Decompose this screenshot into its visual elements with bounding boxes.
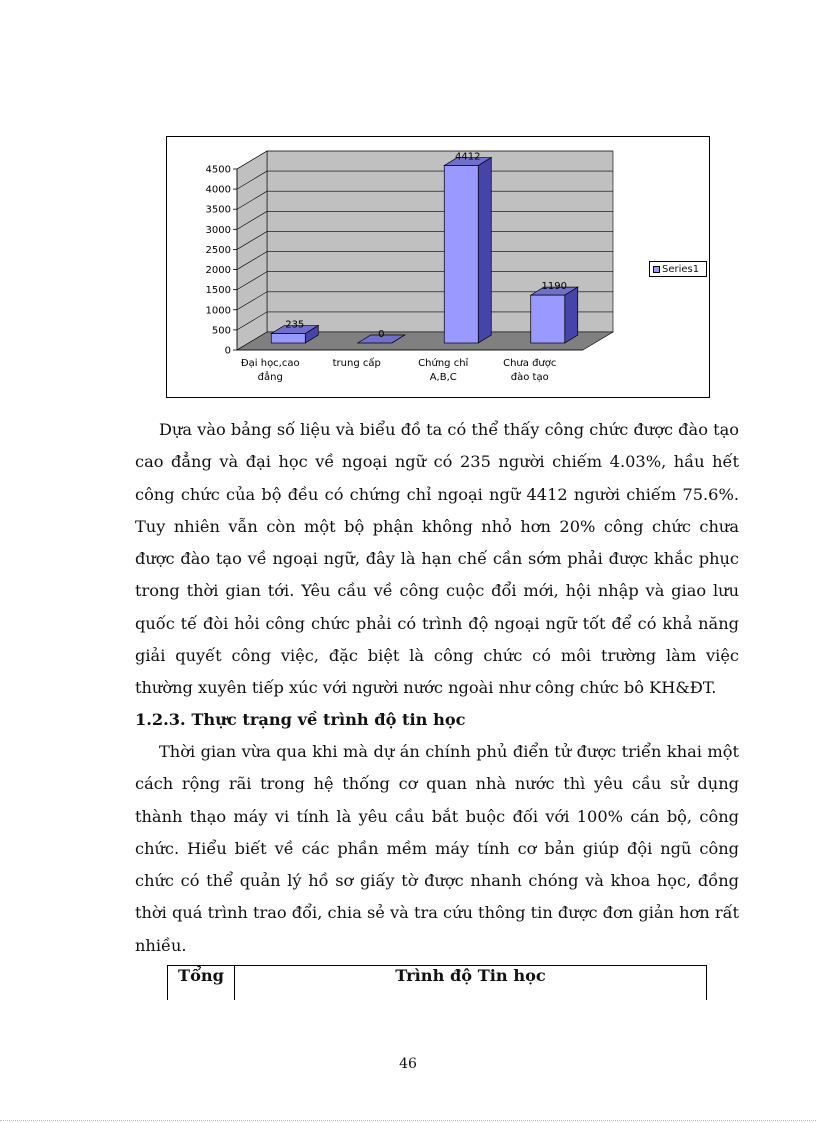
legend-swatch [653,266,660,273]
paragraph-it-skills: Thời gian vừa qua khi mà dự án chính phủ điển tử được triển khai một cách rộng rãi trong hệ thống cơ quan nhà nước thì yêu cầu sử dụng thành thạo máy vi tính là yêu cầu bắt buộc đối với 100% cán bộ, công chức. Hiểu biết về các phần mềm máy tính cơ bản giúp đội ngũ công chức có thể quản lý hồ sơ giấy tờ được nhanh chóng và khoa học, đồng thời quá trình trao đổi, chia sẻ và tra cứu thông tin được đơn giản hơn rất nhiều. [135,742,740,955]
y-tick-label: 2500 [205,244,231,256]
y-tick-label: 4500 [205,164,231,176]
x-tick-label: Chứng chỉ [418,358,469,369]
y-tick-label: 1000 [205,305,231,317]
table-header-row [168,966,707,1001]
x-tick-label: đào tạo [510,372,549,383]
table-header-total: Tổng [168,966,235,1001]
y-tick-label: 1500 [205,285,231,297]
legend-label: Series1 [662,263,700,275]
bar-chart [166,136,710,398]
y-tick-label: 2000 [205,265,231,277]
data-label: 0 [378,329,385,340]
table-header-it-level: Trình độ Tin học [235,966,707,1001]
x-tick-label: Chưa được [503,358,557,369]
chart-legend [649,261,707,277]
y-tick-label: 3000 [205,224,231,236]
chart-side-wall [237,151,267,350]
it-skills-table [167,965,707,1000]
bar-side [565,287,578,343]
bar [531,295,565,343]
bar-side [478,158,491,343]
y-tick-label: 4000 [205,184,231,196]
bar [444,166,478,343]
data-label: 1190 [541,281,567,293]
x-tick-label: trung cấp [332,358,381,369]
data-label: 235 [285,319,305,331]
chart-canvas [167,137,711,399]
section-heading: 1.2.3. Thực trạng về trình độ tin học [135,710,466,729]
x-tick-label: Đại học,cao [240,358,300,369]
page-number: 46 [399,1056,417,1072]
data-label: 4412 [455,151,481,163]
x-tick-label: đẳng [257,372,283,383]
page-edge-divider [0,1120,816,1121]
paragraph-foreign-language: Dựa vào bảng số liệu và biểu đồ ta có thể thấy công chức được đào tạo cao đẳng và đại học về ngoại ngữ có 235 người chiếm 4.03%, hầu hết công chức của bộ đều có chứng chỉ ngoại ngữ 4412 người chiếm 75.6%. Tuy nhiên vẫn còn một bộ phận không nhỏ hơn 20% công chức chưa được đào tạo về ngoại ngữ, đây là hạn chế cần sớm phải được khắc phục trong thời gian tới. Yêu cầu về công cuộc đổi mới, hội nhập và giao lưu quốc tế đòi hỏi công chức phải có trình độ ngoại ngữ tốt để có khả năng giải quyết công việc, đặc biệt là công chức có môi trường làm việc thường xuyên tiếp xúc với người nước ngoài như công chức bô KH&ĐT. [135,420,739,698]
y-tick-label: 3500 [205,204,231,216]
bar [271,334,305,343]
y-tick-label: 0 [224,345,231,357]
x-tick-label: A,B,C [429,372,457,383]
y-tick-label: 500 [211,325,231,337]
